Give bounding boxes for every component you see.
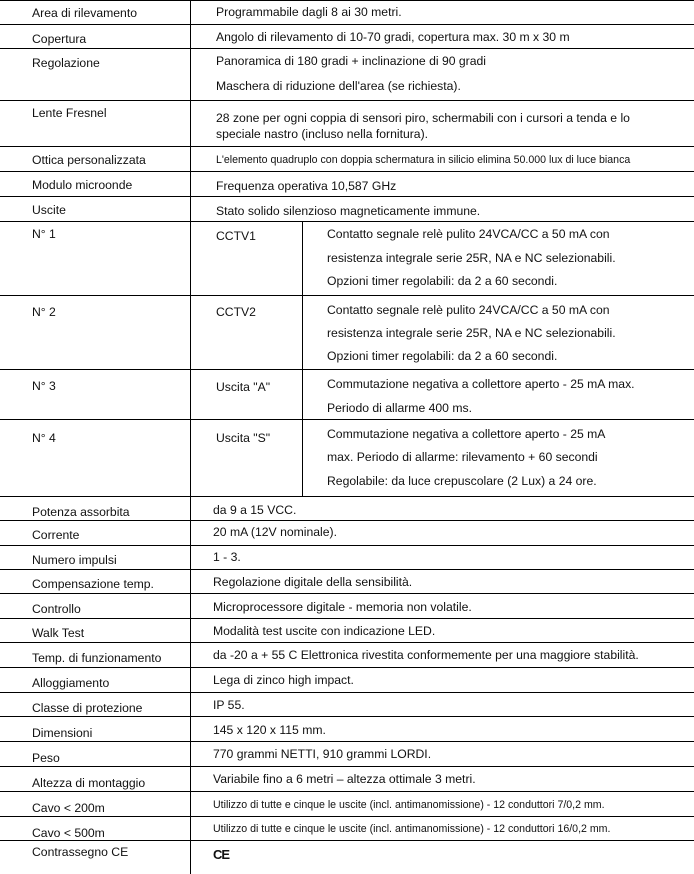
spec-label: Walk Test bbox=[32, 626, 85, 640]
spec-label: Cavo < 200m bbox=[32, 801, 105, 815]
table-row bbox=[0, 147, 694, 172]
output-desc-line: Commutazione negativa a collettore aperto - 25 mA bbox=[327, 427, 606, 441]
table-row bbox=[0, 101, 694, 147]
table-row bbox=[0, 717, 694, 742]
spec-value-line: speciale nastro (incluso nella fornitura). bbox=[216, 127, 429, 141]
spec-label: Compensazione temp. bbox=[32, 577, 154, 591]
spec-label: Ottica personalizzata bbox=[32, 153, 146, 167]
spec-value: Variabile fino a 6 metri – altezza ottimale 3 metri. bbox=[213, 772, 476, 786]
output-desc-line: resistenza integrale serie 25R, NA e NC selezionabili. bbox=[327, 326, 616, 340]
spec-value: Utilizzo di tutte e cinque le uscite (incl. antimanomissione) - 12 conduttori 16/0,2 mm. bbox=[213, 823, 611, 835]
output-desc-line: Opzioni timer regolabili: da 2 a 60 secondi. bbox=[327, 274, 558, 288]
table-row bbox=[0, 521, 694, 546]
table-row bbox=[0, 668, 694, 693]
table-row bbox=[0, 817, 694, 841]
output-desc-line: Periodo di allarme 400 ms. bbox=[327, 401, 472, 415]
spec-value: 1 - 3. bbox=[213, 550, 241, 564]
spec-label: Altezza di montaggio bbox=[32, 776, 146, 790]
table-row bbox=[0, 1, 694, 25]
spec-label: Lente Fresnel bbox=[32, 106, 107, 120]
table-row bbox=[0, 619, 694, 643]
output-desc-line: resistenza integrale serie 25R, NA e NC selezionabili. bbox=[327, 251, 616, 265]
spec-label: Controllo bbox=[32, 602, 81, 616]
table-row bbox=[0, 49, 694, 101]
output-row bbox=[0, 370, 694, 420]
spec-label: Cavo < 500m bbox=[32, 826, 105, 840]
spec-value: Regolazione digitale della sensibilità. bbox=[213, 575, 413, 589]
spec-value: da 9 a 15 VCC. bbox=[213, 503, 297, 517]
output-name: CCTV2 bbox=[216, 305, 256, 319]
table-row bbox=[0, 497, 694, 521]
spec-value: IP 55. bbox=[213, 698, 245, 712]
output-desc-line: Opzioni timer regolabili: da 2 a 60 secondi. bbox=[327, 349, 558, 363]
table-row bbox=[0, 767, 694, 792]
spec-value-line: 28 zone per ogni coppia di sensori piro, schermabili con i cursori a tenda e lo bbox=[216, 111, 630, 125]
spec-value: Lega di zinco high impact. bbox=[213, 673, 354, 687]
table-row bbox=[0, 546, 694, 570]
spec-value: 145 x 120 x 115 mm. bbox=[213, 723, 326, 737]
spec-label: Copertura bbox=[32, 32, 87, 46]
spec-value: Programmabile dagli 8 ai 30 metri. bbox=[216, 5, 402, 19]
spec-label: Alloggiamento bbox=[32, 676, 110, 690]
spec-label: Corrente bbox=[32, 528, 80, 542]
output-desc-line: Regolabile: da luce crepuscolare (2 Lux) a 24 ore. bbox=[327, 474, 597, 488]
output-row bbox=[0, 222, 694, 296]
table-row bbox=[0, 570, 694, 594]
output-desc-line: Commutazione negativa a collettore aperto - 25 mA max. bbox=[327, 377, 635, 391]
table-row bbox=[0, 742, 694, 767]
spec-value-line: Panoramica di 180 gradi + inclinazione di 90 gradi bbox=[216, 54, 486, 68]
output-name: CCTV1 bbox=[216, 229, 256, 243]
spec-value: 770 grammi NETTI, 910 grammi LORDI. bbox=[213, 747, 432, 761]
table-row bbox=[0, 594, 694, 619]
output-name: Uscita "S" bbox=[216, 431, 271, 445]
spec-label: Contrassegno CE bbox=[32, 845, 129, 859]
spec-value: Modalità test uscite con indicazione LED. bbox=[213, 624, 436, 638]
spec-label: Area di rilevamento bbox=[32, 6, 137, 20]
spec-label: Temp. di funzionamento bbox=[32, 651, 162, 665]
spec-label: Regolazione bbox=[32, 56, 100, 70]
output-desc-line: Contatto segnale relè pulito 24VCA/CC a 50 mA con bbox=[327, 303, 610, 317]
spec-label: Classe di protezione bbox=[32, 701, 143, 715]
spec-label: Modulo microonde bbox=[32, 178, 133, 192]
spec-label: Numero impulsi bbox=[32, 553, 117, 567]
spec-value: Utilizzo di tutte e cinque le uscite (incl. antimanomissione) - 12 conduttori 7/0,2 mm. bbox=[213, 799, 605, 811]
spec-value: Stato solido silenzioso magneticamente immune. bbox=[216, 204, 481, 218]
table-row bbox=[0, 172, 694, 197]
spec-value: Frequenza operativa 10,587 GHz bbox=[216, 179, 397, 193]
spec-label: Peso bbox=[32, 751, 60, 765]
table-row bbox=[0, 841, 694, 874]
table-row bbox=[0, 197, 694, 222]
output-desc-line: max. Periodo di allarme: rilevamento + 60 secondi bbox=[327, 450, 598, 464]
output-label: N° 3 bbox=[32, 379, 56, 393]
spec-value-line: Maschera di riduzione dell'area (se richiesta). bbox=[216, 79, 461, 93]
table-row bbox=[0, 643, 694, 668]
spec-value: L'elemento quadruplo con doppia schermatura in silicio elimina 50.000 lux di luce bianca bbox=[216, 154, 631, 166]
output-label: N° 1 bbox=[32, 227, 56, 241]
table-row bbox=[0, 792, 694, 817]
spec-label: Dimensioni bbox=[32, 726, 93, 740]
output-row bbox=[0, 296, 694, 370]
output-label: N° 4 bbox=[32, 431, 56, 445]
ce-mark-icon: CE bbox=[213, 847, 230, 862]
table-row bbox=[0, 25, 694, 49]
output-row bbox=[0, 420, 694, 497]
spec-value: Microprocessore digitale - memoria non volatile. bbox=[213, 600, 472, 614]
spec-value: da -20 a + 55 C Elettronica rivestita conformemente per una maggiore stabilità. bbox=[213, 648, 639, 662]
spec-label: Potenza assorbita bbox=[32, 505, 130, 519]
spec-label: Uscite bbox=[32, 203, 66, 217]
output-label: N° 2 bbox=[32, 305, 56, 319]
spec-value: 20 mA (12V nominale). bbox=[213, 525, 337, 539]
output-name: Uscita "A" bbox=[216, 380, 271, 394]
output-desc-line: Contatto segnale relè pulito 24VCA/CC a 50 mA con bbox=[327, 227, 610, 241]
spec-value: Angolo di rilevamento di 10-70 gradi, copertura max. 30 m x 30 m bbox=[216, 30, 570, 44]
table-row bbox=[0, 693, 694, 717]
